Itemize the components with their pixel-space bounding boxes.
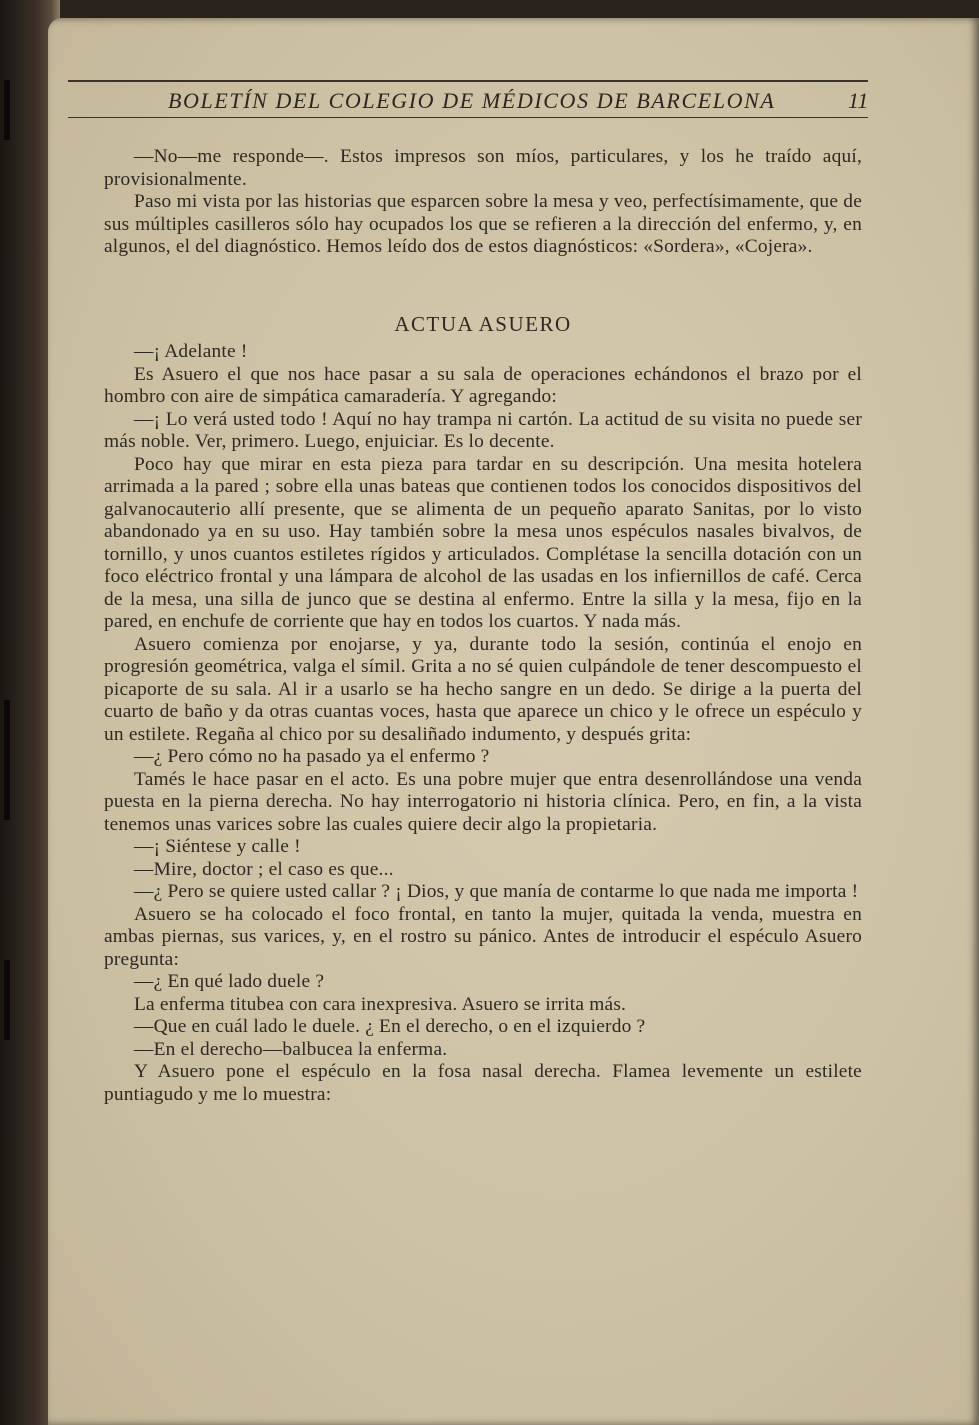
- paragraph: —¡ Adelante !: [134, 341, 248, 362]
- paragraph: —Mire, doctor ; el caso es que...: [134, 858, 394, 880]
- paragraph: —¡ Siéntese y calle !: [134, 836, 301, 857]
- page-number: 11: [848, 88, 869, 113]
- paragraph: Y Asuero pone el espéculo en la fosa nasal derecha. Flamea levemente un estilete puntiagudo y me lo muestra:: [104, 1061, 862, 1105]
- paragraph: La enferma titubea con cara inexpresiva. Asuero se irrita más.: [134, 993, 627, 1015]
- body-text: [104, 146, 862, 1106]
- paragraph: —¿ Pero cómo no ha pasado ya el enfermo ?: [134, 746, 490, 767]
- binding-shadow: [4, 80, 10, 140]
- paragraph: Tamés le hace pasar en el acto. Es una pobre mujer que entra desenrollándose una venda puesta en la pierna derecha. No hay interrogatorio ni historia clínica. Pero, en fin, a la vista tenemos unas varices sobre las cuales quiere decir algo la propietaria.: [104, 768, 862, 835]
- paragraph: —No—me responde—. Estos impresos son míos, particulares, y los he traído aquí, provisionalmente.: [104, 146, 862, 190]
- header-rule: [68, 117, 868, 118]
- binding-shadow: [4, 700, 10, 820]
- binding-shadow: [4, 960, 10, 1040]
- section-heading: ACTUA ASUERO: [394, 311, 572, 336]
- paragraph: Poco hay que mirar en esta pieza para tardar en su descripción. Una mesita hotelera arrimada a la pared ; sobre ella unas bateas que contienen todos los conocidos dispositivos del galvanocauterio allí presente, que se alimenta de un pequeño aparato Sanitas, por lo visto abandonado ya en su uso. Hay también sobre la mesa unos espéculos nasales bivalvos, de tornillo, y unos cuantos estiletes rígidos y articulados. Complétase la sencilla dotación con un foco eléctrico frontal y una lámpara de alcohol de las usadas en los infiernillos de café. Cerca de la mesa, una silla de junco que se destina al enfermo. Entre la silla y la mesa, fijo en la pared, en enchufe de corriente que hay en todos los cuartos. Y nada más.: [104, 453, 862, 632]
- header-rule: [68, 80, 868, 82]
- paragraph: Es Asuero el que nos hace pasar a su sala de operaciones echándonos el brazo por el hombro con aire de simpática camaradería. Y agregando:: [104, 363, 862, 407]
- journal-title: BOLETÍN DEL COLEGIO DE MÉDICOS DE BARCELONA: [168, 88, 776, 113]
- paragraph: —Que en cuál lado le duele. ¿ En el derecho, o en el izquierdo ?: [134, 1016, 646, 1037]
- paragraph: —En el derecho—balbucea la enferma.: [134, 1038, 448, 1060]
- paragraph: Paso mi vista por las historias que esparcen sobre la mesa y veo, perfectísimamente, que de sus múltiples casilleros sólo hay ocupados los que se refieren a la dirección del enfermo, y, en algunos, el del diagnóstico. Hemos leído dos de estos diagnósticos: «Sordera», «Cojera».: [104, 191, 862, 257]
- paragraph: —¡ Lo verá usted todo ! Aquí no hay trampa ni cartón. La actitud de su visita no puede ser más noble. Ver, primero. Luego, enjuiciar. Es lo decente.: [104, 408, 862, 452]
- paragraph: Asuero comienza por enojarse, y ya, durante todo la sesión, continúa el enojo en progresión geométrica, valga el símil. Grita a no sé quien culpándole de tener descompuesto el picaporte de su sala. Al ir a usarlo se ha hecho sangre en un dedo. Se dirige a la puerta del cuarto de baño y da otras cuantas voces, hasta que aparece un chico y le ofrece un espéculo y un estilete. Regaña al chico por su desaliñado indumento, y después grita:: [104, 633, 862, 745]
- paragraph: —¿ Pero se quiere usted callar ? ¡ Dios, y que manía de contarme lo que nada me importa !: [134, 881, 859, 902]
- running-header: [68, 72, 870, 122]
- paragraph: —¿ En qué lado duele ?: [134, 971, 325, 992]
- paragraph: Asuero se ha colocado el foco frontal, en tanto la mujer, quitada la venda, muestra en ambas piernas, sus varices, y, en el rostro su pánico. Antes de introducir el espéculo Asuero pregunta:: [104, 903, 862, 970]
